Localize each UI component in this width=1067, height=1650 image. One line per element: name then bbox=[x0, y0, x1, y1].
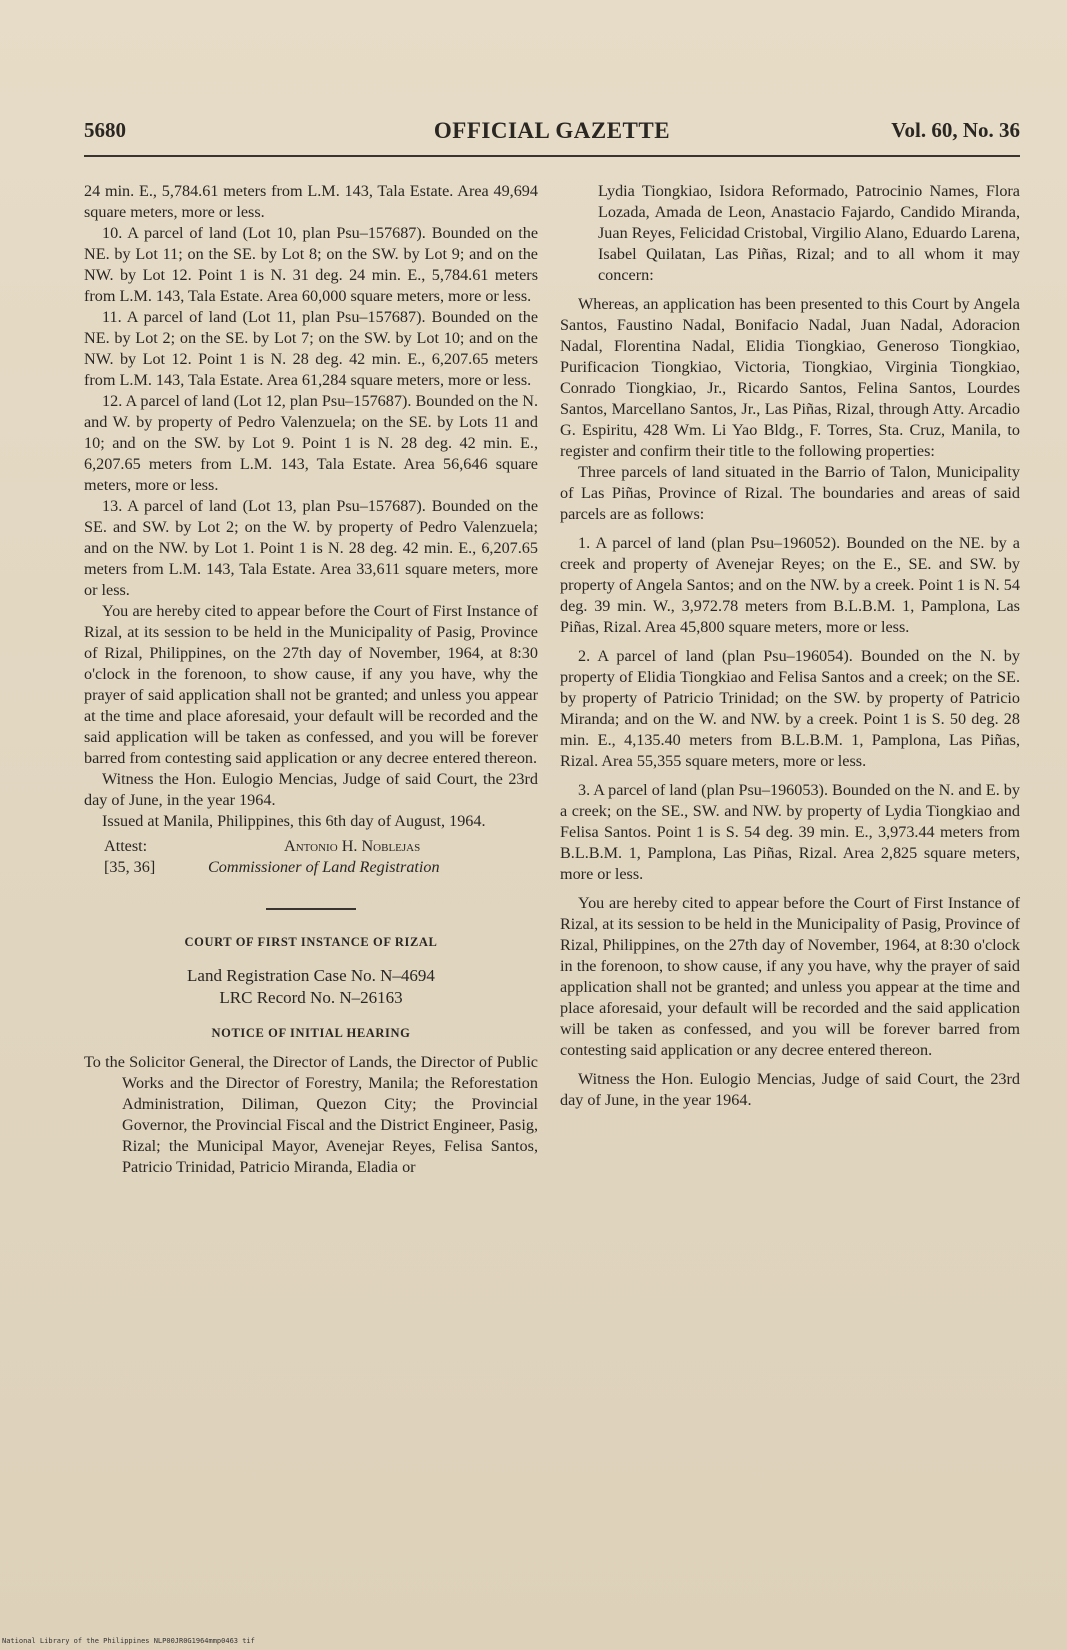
scan-footer: National Library of the Philippines NLP00JR0G1964mmp0463 tif bbox=[2, 1637, 255, 1645]
publication-title: OFFICIAL GAZETTE bbox=[433, 118, 671, 143]
attest-title: Commissioner of Land Registration bbox=[208, 858, 440, 876]
paragraph-witness: Witness the Hon. Eulogio Mencias, Judge of said Court, the 23rd day of June, in the year 1964. bbox=[84, 770, 538, 809]
attestation-block bbox=[84, 836, 538, 878]
paragraph-lot-13: 13. A parcel of land (Lot 13, plan Psu–157687). Bounded on the SE. and SW. by Lot 2; on the W. by property of Pedro Valenzuela; and on the NW. by Lot 1. Point 1 is N. 28 deg. 42 min. E., 6,207.65 meters from L.M. 143, Tala Estate. Area 33,611 square meters, more or less. bbox=[84, 497, 538, 599]
paragraph-addressees-continued: Lydia Tiongkiao, Isidora Reformado, Patrocinio Names, Flora Lozada, Amada de Leon, Anastacio Fajardo, Candido Miranda, Juan Reyes, Felicidad Cristobal, Virgilio Alano, Eduardo Larena, Isabel Quilatan, Las Piñas, Rizal; and to all whom it may concern: bbox=[598, 182, 1020, 284]
paragraph-addressees: To the Solicitor General, the Director of Lands, the Director of Public Works and the Director of Forestry, Manila; the Reforestation Administration, Diliman, Quezon City; the Provincial Governor, the Provincial Fiscal and the District Engineer, Pasig, Rizal; the Municipal Mayor, Avenejar Reyes, Felisa Santos, Patricio Trinidad, Patricio Miranda, Eladia or bbox=[84, 1053, 538, 1176]
paragraph-lot-12: 12. A parcel of land (Lot 12, plan Psu–157687). Bounded on the N. and W. by property of Pedro Valenzuela; on the SE. by Lots 11 and 10; and on the SW. by Lot 9. Point 1 is N. 28 deg. 42 min. E., 6,207.65 meters from L.M. 143, Tala Estate. Area 56,646 square meters, more or less. bbox=[84, 392, 538, 494]
paragraph-three-parcels: Three parcels of land situated in the Barrio of Talon, Municipality of Las Piñas, Province of Rizal. The boundaries and areas of said parcels are as follows: bbox=[560, 463, 1020, 523]
paragraph-continued: 24 min. E., 5,784.61 meters from L.M. 143, Tala Estate. Area 49,694 square meters, more or less. bbox=[84, 182, 538, 221]
paragraph-citation: You are hereby cited to appear before the Court of First Instance of Rizal, at its session to be held in the Municipality of Pasig, Province of Rizal, Philippines, on the 27th day of November, 1964, at 8:30 o'clock in the forenoon, to show cause, if any you have, why the prayer of said application shall not be granted; and unless you appear at the time and place aforesaid, your default will be recorded and the said application will be taken as confessed, and you will be forever barred from contesting said application or any decree entered thereon. bbox=[560, 894, 1020, 1059]
right-column bbox=[560, 181, 1020, 1111]
page-header bbox=[84, 118, 1020, 152]
section-divider bbox=[266, 908, 356, 910]
paragraph-parcel-3: 3. A parcel of land (plan Psu–196053). Bounded on the N. and E. by a creek; on the SE., SW. and NW. by property of Lydia Tiongkiao and Felisa Santos. Point 1 is S. 54 deg. 39 min. E., 3,973.44 meters from B.L.B.M. 1, Pamplona, Las Piñas, Rizal. Area 2,825 square meters, more or less. bbox=[560, 781, 1020, 883]
volume-number: Vol. 60, No. 36 bbox=[891, 118, 1020, 142]
paragraph-citation: You are hereby cited to appear before the Court of First Instance of Rizal, at its session to be held in the Municipality of Pasig, Province of Rizal, Philippines, on the 27th day of November, 1964, at 8:30 o'clock in the forenoon, to show cause, if any you have, why the prayer of said application shall not be granted; and unless you appear at the time and place aforesaid, your default will be recorded and the said application will be taken as confessed, and you will be forever barred from contesting said application or any decree entered thereon. bbox=[84, 602, 538, 767]
page-number: 5680 bbox=[84, 118, 126, 142]
header-rule bbox=[84, 155, 1020, 157]
paragraph-lot-10: 10. A parcel of land (Lot 10, plan Psu–157687). Bounded on the NE. by Lot 11; on the SE. by Lot 8; on the SW. by Lot 9; and on the NW. by Lot 12. Point 1 is N. 31 deg. 24 min. E., 5,784.61 meters from L.M. 143, Tala Estate. Area 60,000 square meters, more or less. bbox=[84, 224, 538, 305]
left-column bbox=[84, 181, 538, 1178]
lrc-record-number: LRC Record No. N–26163 bbox=[219, 988, 403, 1007]
attest-label: Attest: bbox=[104, 837, 148, 855]
attest-name: Antonio H. Noblejas bbox=[284, 837, 421, 855]
paragraph-whereas: Whereas, an application has been presented to this Court by Angela Santos, Faustino Nadal, Bonifacio Nadal, Juan Nadal, Adoracion Nadal, Florentina Nadal, Elidia Tiongkiao, Generoso Tiongkiao, Purificacion Tiongkiao, Victoria, Tiongkiao, Virginia Tiongkiao, Conrado Tiongkiao, Jr., Ricardo Santos, Felina Santos, Lourdes Santos, Marcellano Santos, Jr., Las Piñas, Rizal, through Atty. Arcadio G. Espiritu, 428 Wm. Li Yao Bldg., F. Torres, Sta. Cruz, Manila, to register and confirm their title to the following properties: bbox=[560, 295, 1020, 460]
paragraph-parcel-2: 2. A parcel of land (plan Psu–196054). Bounded on the N. by property of Elidia Tiongkiao and Felisa Santos and a creek; on the SE. by property of Patricio Trinidad; on the SW. by property of Patricio Miranda; and on the W. and NW. by a creek. Point 1 is S. 50 deg. 28 min. E., 4,135.40 meters from B.L.B.M. 1, Pamplona, Las Piñas, Rizal. Area 55,355 square meters, more or less. bbox=[560, 647, 1020, 770]
paragraph-lot-11: 11. A parcel of land (Lot 11, plan Psu–157687). Bounded on the NE. by Lot 2; on the SE. by Lot 7; on the SW. by Lot 10; and on the NW. by Lot 12. Point 1 is N. 28 deg. 42 min. E., 6,207.65 meters from L.M. 143, Tala Estate. Area 61,284 square meters, more or less. bbox=[84, 308, 538, 389]
attest-reference: [35, 36] bbox=[104, 858, 156, 876]
notice-heading: NOTICE OF INITIAL HEARING bbox=[211, 1026, 411, 1040]
court-heading: COURT OF FIRST INSTANCE OF RIZAL bbox=[184, 935, 438, 949]
paragraph-issued: Issued at Manila, Philippines, this 6th day of August, 1964. bbox=[102, 812, 486, 830]
case-number: Land Registration Case No. N–4694 bbox=[187, 966, 435, 985]
paragraph-witness: Witness the Hon. Eulogio Mencias, Judge of said Court, the 23rd day of June, in the year 1964. bbox=[560, 1070, 1020, 1109]
paragraph-parcel-1: 1. A parcel of land (plan Psu–196052). Bounded on the NE. by a creek and property of Avenejar Reyes; on the E., SE. and SW. by property of Angela Santos; and on the NW. by a creek. Point 1 is N. 54 deg. 39 min. W., 3,972.78 meters from B.L.B.M. 1, Pamplona, Las Piñas, Rizal. Area 45,800 square meters, more or less. bbox=[560, 534, 1020, 636]
